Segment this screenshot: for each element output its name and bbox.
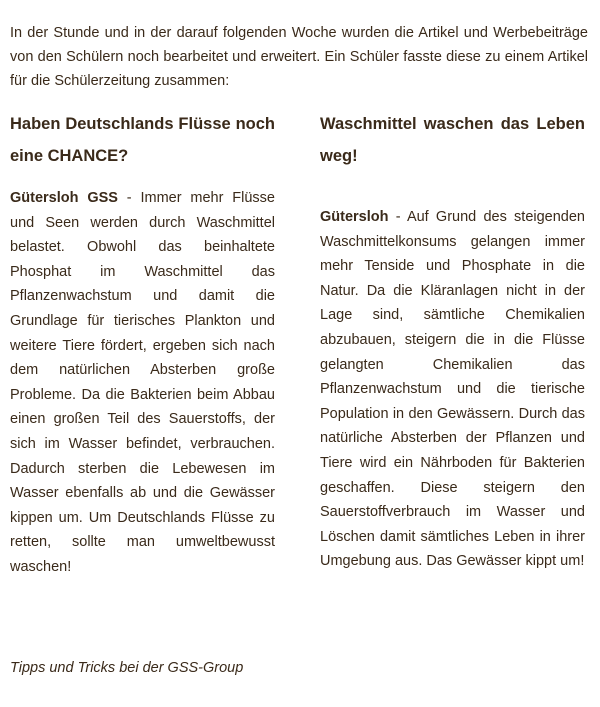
left-article-body (10, 186, 275, 580)
right-article-body (320, 205, 585, 574)
footer-credit: Tipps und Tricks bei der GSS-Group (10, 660, 244, 676)
left-article-location: Gütersloh GSS (10, 190, 118, 206)
intro-paragraph: In der Stunde und in der darauf folgenden Woche wurden die Artikel und Werbebeiträge von den Schülern noch bearbeitet und erweitert. Ein Schüler fasste diese zu einem Artikel für die Schülerzeitung zusammen: (10, 24, 588, 89)
left-article-text: - Immer mehr Flüsse und Seen werden durch Waschmittel belastet. Obwohl das beinhaltete Phosphat im Waschmittel das Pflanzenwachstum und damit die Grundlage für tierisches Plankton und weitere Tiere fördert, ergeben sich nach dem natürlichen Absterben große Probleme. Da die Bakterien beim Abbau einen großen Teil des Sauerstoffs, der sich im Wasser befindet, verbrauchen. Dadurch sterben die Lebewesen im Wasser ebenfalls ab und die Gewässer kippen um. Um Deutschlands Flüsse zu retten, sollte man umweltbewusst waschen! (10, 190, 275, 575)
right-article-text: - Auf Grund des steigenden Waschmittelkonsums gelangen immer mehr Tenside und Phosphate in die Natur. Da die Kläranlagen nicht in der Lage sind, sämtliche Chemikalien abzubauen, steigern die in die Flüsse gelangten Chemikalien das Pflanzenwachstum und die tierische Population in den Gewässern. Durch das natürliche Absterben der Pflanzen und Tiere wird ein Nährboden für Bakterien geschaffen. Diese steigern den Sauerstoffverbrauch im Wasser und Löschen damit sämtliches Leben in ihrer Umgebung aus. Das Gewässer kippt um! (320, 209, 585, 570)
right-article-headline: Waschmittel waschen das Leben weg! (320, 115, 585, 165)
right-article (320, 108, 585, 574)
right-article-location: Gütersloh (320, 209, 389, 225)
left-article-headline: Haben Deutschlands Flüsse noch eine CHANCE? (10, 115, 275, 165)
left-article (10, 108, 275, 580)
